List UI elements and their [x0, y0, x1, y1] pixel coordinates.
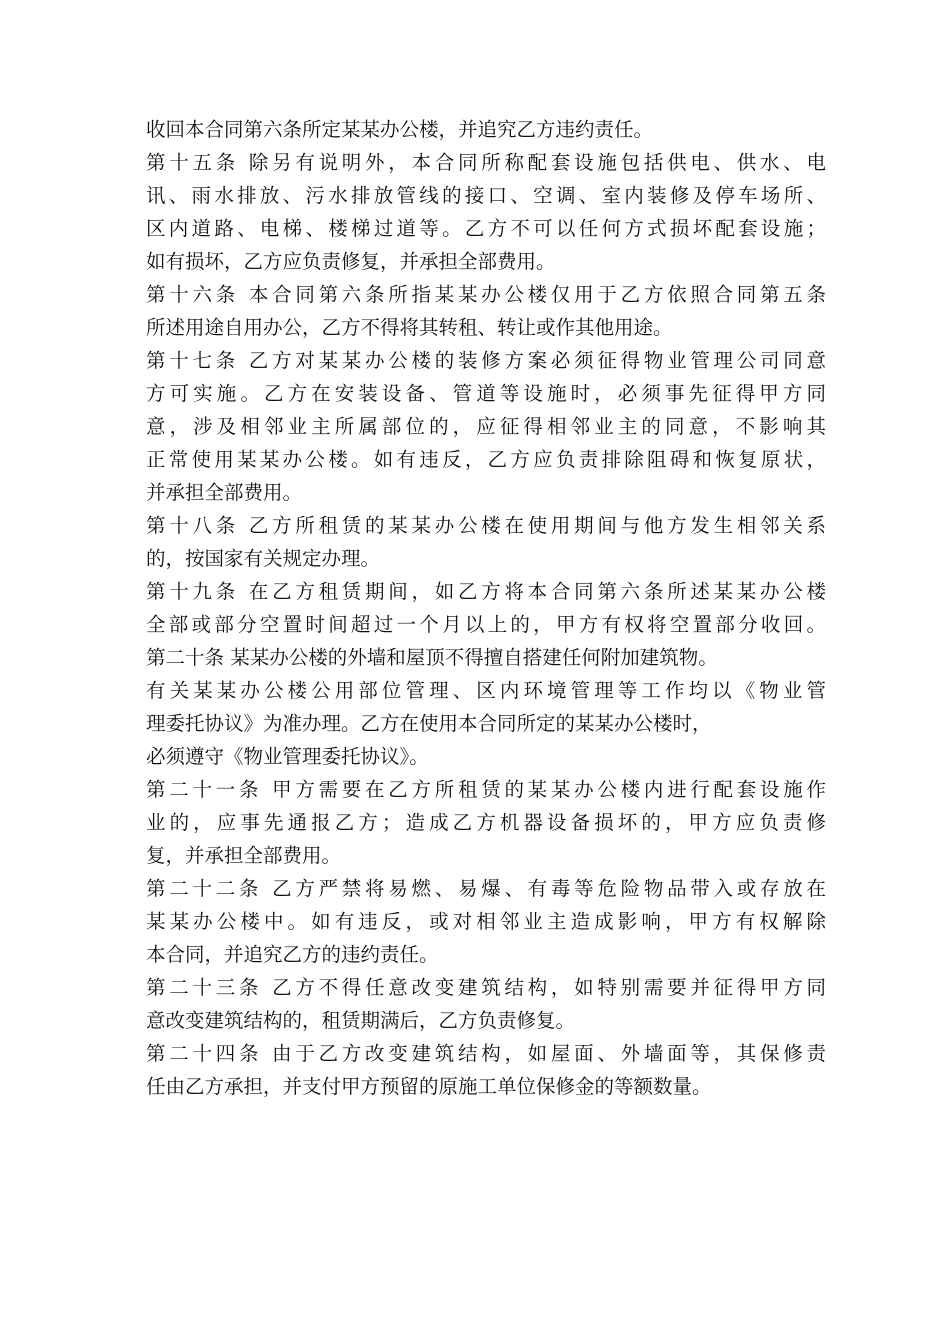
text-line: 意改变建筑结构的，租赁期满后，乙方负责修复。: [146, 1009, 576, 1032]
text-line: 第十五条 除另有说明外，本合同所称配套设施包括供电、供水、电: [146, 151, 826, 174]
text-line: 讯、雨水排放、污水排放管线的接口、空调、室内装修及停车场所、: [146, 184, 826, 207]
text-line: 本合同，并追究乙方的违约责任。: [146, 943, 439, 966]
text-line: 并承担全部费用。: [146, 481, 303, 504]
text-line: 第十六条 本合同第六条所指某某办公楼仅用于乙方依照合同第五条: [146, 283, 826, 306]
contract-text: [146, 113, 826, 1103]
text-line: 收回本合同第六条所定某某办公楼，并追究乙方违约责任。: [146, 118, 654, 141]
text-line: 如有损坏，乙方应负责修复，并承担全部费用。: [146, 250, 556, 273]
text-line: 第二十条 某某办公楼的外墙和屋顶不得擅自搭建任何附加建筑物。: [146, 646, 718, 669]
text-line: 方可实施。乙方在安装设备、管道等设施时，必须事先征得甲方同: [146, 382, 826, 405]
text-line: 第十九条 在乙方租赁期间，如乙方将本合同第六条所述某某办公楼: [146, 580, 826, 603]
text-line: 第二十三条 乙方不得任意改变建筑结构，如特别需要并征得甲方同: [146, 976, 826, 999]
text-line: 业的，应事先通报乙方；造成乙方机器设备损坏的，甲方应负责修: [146, 811, 826, 834]
text-line: 某某办公楼中。如有违反，或对相邻业主造成影响，甲方有权解除: [146, 910, 826, 933]
text-line: 第十八条 乙方所租赁的某某办公楼在使用期间与他方发生相邻关系: [146, 514, 826, 537]
text-line: 全部或部分空置时间超过一个月以上的，甲方有权将空置部分收回。: [146, 613, 826, 636]
text-line: 第二十二条 乙方严禁将易燃、易爆、有毒等危险物品带入或存放在: [146, 877, 826, 900]
text-line: 第二十四条 由于乙方改变建筑结构，如屋面、外墙面等，其保修责: [146, 1042, 826, 1065]
text-line: 意，涉及相邻业主所属部位的，应征得相邻业主的同意，不影响其: [146, 415, 826, 438]
text-line: 的，按国家有关规定办理。: [146, 547, 381, 570]
text-line: 所述用途自用办公，乙方不得将其转租、转让或作其他用途。: [146, 316, 673, 339]
text-line: 任由乙方承担，并支付甲方预留的原施工单位保修金的等额数量。: [146, 1075, 712, 1098]
text-line: 区内道路、电梯、楼梯过道等。乙方不可以任何方式损坏配套设施；: [146, 217, 826, 240]
text-line: 有关某某办公楼公用部位管理、区内环境管理等工作均以《物业管: [146, 679, 826, 702]
text-line: 第二十一条 甲方需要在乙方所租赁的某某办公楼内进行配套设施作: [146, 778, 826, 801]
text-line: 必须遵守《物业管理委托协议》。: [146, 745, 429, 768]
text-line: 正常使用某某办公楼。如有违反，乙方应负责排除阻碍和恢复原状，: [146, 448, 826, 471]
text-line: 复，并承担全部费用。: [146, 844, 342, 867]
text-line: 理委托协议》为准办理。乙方在使用本合同所定的某某办公楼时，: [146, 712, 712, 735]
text-line: 第十七条 乙方对某某办公楼的装修方案必须征得物业管理公司同意: [146, 349, 826, 372]
